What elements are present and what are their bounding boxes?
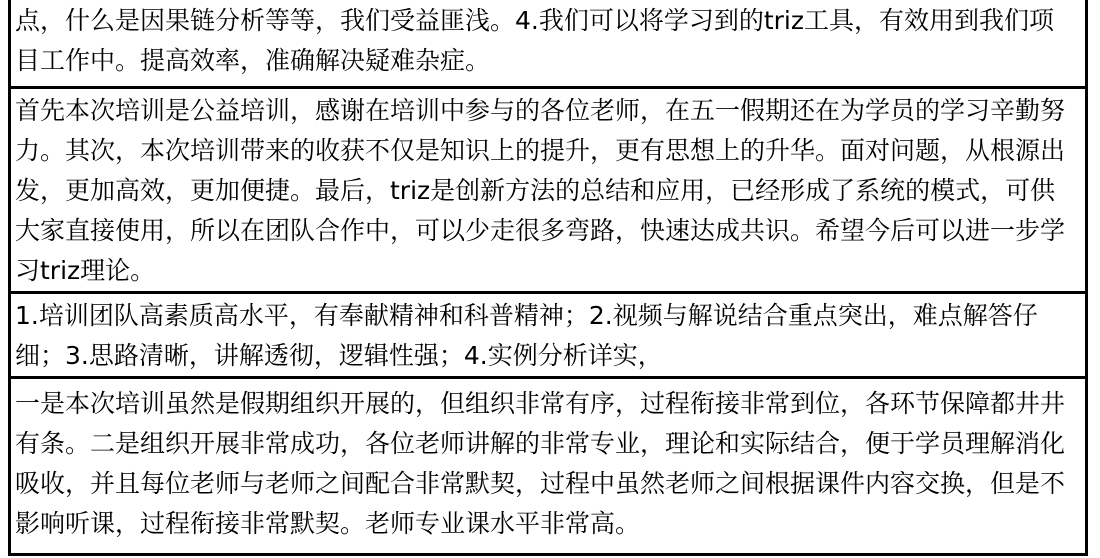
cell-text-line: 有条。二是组织开展非常成功，各位老师讲解的非常专业，理论和实际结合，便于学员理解消化 (15, 429, 1066, 458)
cell-text-line: 大家直接使用，所以在团队合作中，可以少走很多弯路，快速达成共识。希望今后可以进一步学 (15, 216, 1066, 245)
table-row (11, 376, 1085, 553)
table-row (11, 291, 1085, 376)
cell-text-line: 习triz理论。 (15, 256, 156, 285)
cell-text-line: 力。其次，本次培训带来的收获不仅是知识上的提升，更有思想上的升华。面对问题，从根源出 (15, 136, 1066, 165)
cell-text-line: 发，更加高效，更加便捷。最后，triz是创新方法的总结和应用，已经形成了系统的模式，可供 (15, 176, 1056, 205)
cell-text-line: 细；3.思路清晰，讲解透彻，逻辑性强；4.实例分析详实， (15, 341, 663, 370)
cell-text-line: 一是本次培训虽然是假期组织开展的，但组织非常有序，过程衔接非常到位，各环节保障都井井 (15, 389, 1066, 418)
table-row (11, 0, 1085, 86)
cell-text-line: 影响听课，过程衔接非常默契。老师专业课水平非常高。 (15, 509, 641, 538)
table-row (11, 86, 1085, 291)
cell-text-line: 目工作中。提高效率，准确解决疑难杂症。 (15, 46, 491, 75)
cell-text-line: 1.培训团队高素质高水平，有奉献精神和科普精神；2.视频与解说结合重点突出，难点解答仔 (15, 301, 1038, 330)
cell-text-line: 吸收，并且每位老师与老师之间配合非常默契，过程中虽然老师之间根据课件内容交换，但是不 (15, 469, 1066, 498)
cell-text-line: 首先本次培训是公益培训，感谢在培训中参与的各位老师，在五一假期还在为学员的学习辛勤努 (15, 96, 1066, 125)
cell-text-line: 点，什么是因果链分析等等，我们受益匪浅。4.我们可以将学习到的triz工具，有效用到我们项 (15, 6, 1055, 35)
feedback-table (8, 0, 1088, 556)
